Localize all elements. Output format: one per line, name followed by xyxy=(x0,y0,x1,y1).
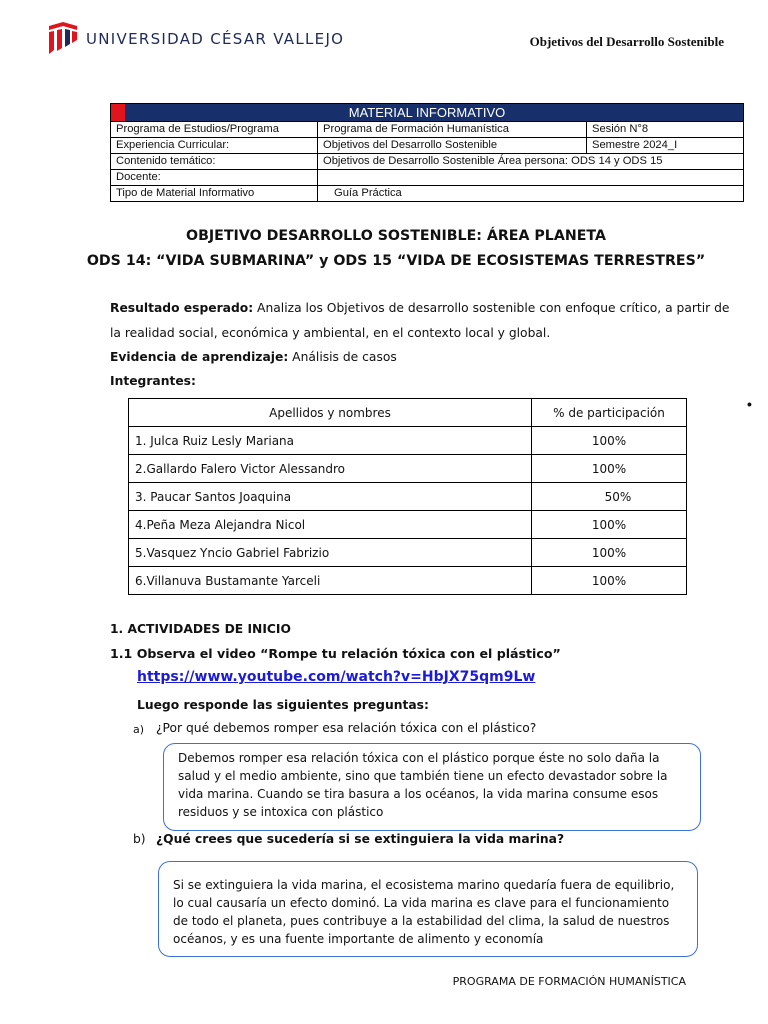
info-table-header xyxy=(111,104,744,122)
answer-b-box: Si se extinguiera la vida marina, el ecosistema marino quedaría fuera de equilibrio, lo cual causaría un efecto dominó. La vida marina es clave para el funcionamiento de todo el planeta, pues contribuye a la estabilidad del clima, la salud de nuestros océanos, y es una fuente importante de alimento y economía xyxy=(158,861,698,957)
column-header-participation: % de participación xyxy=(532,399,687,427)
learning-evidence-label: Evidencia de aprendizaje: xyxy=(110,350,289,364)
info-row xyxy=(111,170,744,186)
expected-result-label: Resultado esperado: xyxy=(110,301,254,315)
questions-instruction: Luego responde las siguientes preguntas: xyxy=(137,698,429,712)
ucv-shield-icon xyxy=(48,22,78,56)
red-corner-mark xyxy=(111,104,125,121)
info-cell: Objetivos de Desarrollo Sostenible Área persona: ODS 14 y ODS 15 xyxy=(318,154,744,170)
member-participation: 100% xyxy=(532,427,687,455)
info-cell: Contenido temático: xyxy=(111,154,318,170)
member-row xyxy=(129,427,687,455)
member-name: 6.Villanuva Bustamante Yarceli xyxy=(129,567,532,595)
question-b-text: ¿Qué crees que sucedería si se extinguiera la vida marina? xyxy=(156,832,565,846)
activities-subheading: 1.1 Observa el video “Rompe tu relación tóxica con el plástico” xyxy=(110,646,561,661)
question-a-marker: a) xyxy=(133,723,145,736)
main-subtitle: ODS 14: “VIDA SUBMARINA” y ODS 15 “VIDA DE ECOSISTEMAS TERRESTRES” xyxy=(86,253,706,269)
member-name: 2.Gallardo Falero Victor Alessandro xyxy=(129,455,532,483)
expected-result xyxy=(110,301,730,315)
info-cell: Docente: xyxy=(111,170,318,186)
member-row xyxy=(129,455,687,483)
members-label: Integrantes: xyxy=(110,374,196,388)
info-cell: Semestre 2024_I xyxy=(587,138,744,154)
learning-evidence xyxy=(110,350,397,364)
header-title: Objetivos del Desarrollo Sostenible xyxy=(529,34,724,49)
info-cell xyxy=(318,170,744,186)
member-row xyxy=(129,511,687,539)
info-row xyxy=(111,154,744,170)
activities-heading: 1. ACTIVIDADES DE INICIO xyxy=(110,622,291,636)
university-name: UNIVERSIDAD CÉSAR VALLEJO xyxy=(86,30,345,48)
learning-evidence-text: Análisis de casos xyxy=(288,350,397,364)
info-row xyxy=(111,122,744,138)
member-participation: 50% xyxy=(532,483,687,511)
info-cell: Objetivos del Desarrollo Sostenible xyxy=(318,138,587,154)
info-table-title: MATERIAL INFORMATIVO xyxy=(348,105,506,120)
member-name: 3. Paucar Santos Joaquina xyxy=(129,483,532,511)
main-title: OBJETIVO DESARROLLO SOSTENIBLE: ÁREA PLANETA xyxy=(186,228,606,244)
answer-a-box: Debemos romper esa relación tóxica con el plástico porque éste no solo daña la salud y el medio ambiente, sino que también tiene un efecto devastador sobre la vida marina. Cuando se tira basura a los océanos, la vida marina consume esos residuos y se intoxica con plástico xyxy=(163,743,701,831)
members-table xyxy=(128,398,687,595)
university-logo xyxy=(48,22,344,56)
member-name: 4.Peña Meza Alejandra Nicol xyxy=(129,511,532,539)
member-participation: 100% xyxy=(532,539,687,567)
side-bullet-mark: • xyxy=(747,396,752,412)
column-header-name: Apellidos y nombres xyxy=(129,399,532,427)
page-footer: PROGRAMA DE FORMACIÓN HUMANÍSTICA xyxy=(452,975,686,988)
info-row xyxy=(111,138,744,154)
expected-result-continued: la realidad social, económica y ambiental, en el contexto local y global. xyxy=(110,326,551,340)
question-b-marker: b) xyxy=(133,832,146,846)
question-a-text: ¿Por qué debemos romper esa relación tóxica con el plástico? xyxy=(156,721,537,735)
info-cell: Sesión N°8 xyxy=(587,122,744,138)
member-row xyxy=(129,567,687,595)
info-cell: Programa de Estudios/Programa xyxy=(111,122,318,138)
member-name: 5.Vasquez Yncio Gabriel Fabrizio xyxy=(129,539,532,567)
member-row xyxy=(129,539,687,567)
member-row xyxy=(129,483,687,511)
member-participation: 100% xyxy=(532,455,687,483)
youtube-video-link[interactable]: https://www.youtube.com/watch?v=HbJX75qm9Lw xyxy=(137,669,536,685)
member-participation: 100% xyxy=(532,511,687,539)
member-participation: 100% xyxy=(532,567,687,595)
info-cell: Tipo de Material Informativo xyxy=(111,186,318,202)
info-cell: Experiencia Curricular: xyxy=(111,138,318,154)
info-table xyxy=(110,103,744,202)
info-row xyxy=(111,186,744,202)
members-header-row xyxy=(129,399,687,427)
member-name: 1. Julca Ruiz Lesly Mariana xyxy=(129,427,532,455)
info-cell: Programa de Formación Humanística xyxy=(318,122,587,138)
info-cell: Guía Práctica xyxy=(318,186,744,202)
expected-result-text: Analiza los Objetivos de desarrollo sostenible con enfoque crítico, a partir de xyxy=(253,301,730,315)
